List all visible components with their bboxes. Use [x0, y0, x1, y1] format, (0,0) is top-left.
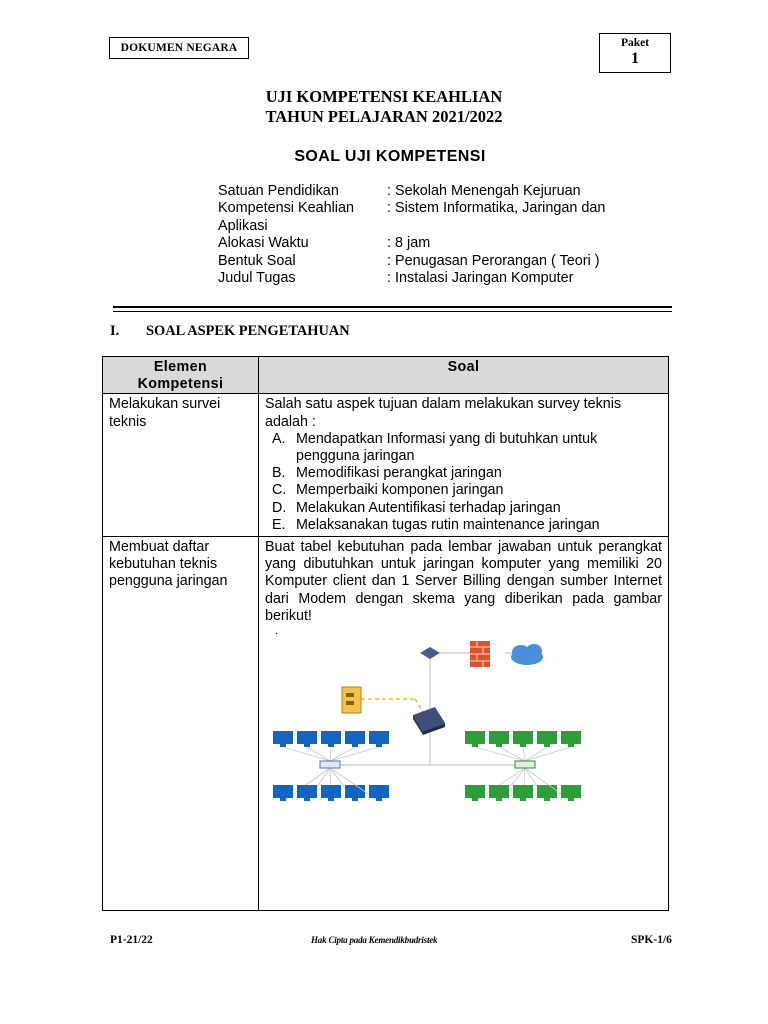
router-icon	[413, 707, 445, 735]
option-letter: B.	[272, 465, 286, 482]
option-text: Mendapatkan Informasi yang di butuhkan untuk pengguna jaringan	[296, 430, 598, 465]
option-text: Melakukan Autentifikasi terhadap jaringan	[296, 499, 561, 516]
info-key: Alokasi Waktu	[218, 235, 309, 252]
option-text: Memodifikasi perangkat jaringan	[296, 465, 502, 482]
info-value: : 8 jam	[387, 235, 431, 252]
question-table	[102, 356, 669, 911]
option-letter: D.	[272, 499, 287, 516]
section-number: I.	[110, 323, 120, 339]
info-value: : Penugasan Perorangan ( Teori )	[387, 252, 600, 269]
paket-number: 1	[631, 50, 639, 67]
page-title-line1: UJI KOMPETENSI KEAHLIAN	[265, 87, 503, 106]
info-key: Kompetensi Keahlian	[218, 200, 355, 217]
row2-element: Membuat daftar kebutuhan teknis pengguna jaringan	[103, 537, 259, 911]
info-row	[218, 200, 637, 217]
option-b	[265, 465, 662, 482]
option-a	[265, 431, 662, 465]
info-row	[218, 183, 637, 200]
option-letter: C.	[272, 482, 287, 499]
info-row	[218, 218, 637, 235]
row1-question-cell	[259, 394, 669, 537]
network-diagram	[265, 635, 595, 825]
divider-thick	[113, 306, 672, 308]
server-icon	[342, 687, 361, 713]
page-title-line2: TAHUN PELAJARAN 2021/2022	[265, 107, 503, 126]
info-key: Judul Tugas	[218, 270, 296, 287]
modem-icon	[420, 647, 440, 659]
row1-question: Salah satu aspek tujuan dalam melakukan survey teknis adalah :	[265, 396, 622, 430]
header-element: Elemen Kompetensi	[103, 357, 259, 394]
info-block	[218, 183, 637, 287]
stray-dot: .	[275, 623, 279, 638]
answer-options	[265, 431, 662, 534]
info-value	[387, 218, 637, 235]
divider-thin	[113, 311, 672, 312]
info-key: Aplikasi	[218, 217, 268, 234]
page-subtitle: SOAL UJI KOMPETENSI	[294, 148, 486, 165]
option-e	[265, 517, 662, 534]
paket-label: Paket	[620, 37, 650, 49]
document-label: DOKUMEN NEGARA	[109, 37, 249, 59]
option-c	[265, 482, 662, 499]
option-d	[265, 500, 662, 517]
computer-icon	[513, 768, 533, 801]
row2-question-cell	[259, 537, 669, 911]
table-row	[103, 394, 669, 537]
row1-element: Melakukan survei teknis	[103, 394, 259, 537]
info-value: : Instalasi Jaringan Komputer	[387, 270, 574, 287]
info-row	[218, 253, 637, 270]
section-heading	[110, 323, 350, 340]
info-key: Bentuk Soal	[218, 252, 296, 269]
info-row	[218, 235, 637, 252]
table-row	[103, 537, 669, 911]
option-text: Melaksanakan tugas rutin maintenance jaringan	[296, 516, 600, 533]
info-row	[218, 270, 637, 287]
switch-left-icon	[320, 761, 340, 768]
switch-right-icon	[515, 761, 535, 768]
paket-box	[599, 33, 671, 73]
footer-copyright: Hak Cipta pada Kemendikbudristek	[311, 935, 438, 945]
info-value: : Sekolah Menengah Kejuruan	[387, 183, 581, 199]
footer-code: P1-21/22	[110, 934, 153, 946]
info-key: Satuan Pendidikan	[218, 183, 339, 199]
header-question: Soal	[259, 357, 669, 394]
info-value: : Sistem Informatika, Jaringan dan	[387, 200, 606, 217]
option-letter: A.	[272, 430, 286, 447]
table-header-row	[103, 357, 669, 394]
footer-page: SPK-1/6	[631, 934, 672, 946]
section-title: SOAL ASPEK PENGETAHUAN	[146, 323, 350, 339]
option-letter: E.	[272, 516, 286, 533]
firewall-icon	[470, 641, 490, 667]
option-text: Memperbaiki komponen jaringan	[296, 482, 504, 499]
row2-question: Buat tabel kebutuhan pada lembar jawaban untuk perangkat yang dibutuhkan untuk jaringan komputer yang memiliki 20 Komputer client dan 1 Server Billing dengan sumber Internet dari Modem dengan skema yang diberikan pada gambar berikut!	[265, 539, 662, 624]
cloud-icon	[511, 644, 543, 665]
